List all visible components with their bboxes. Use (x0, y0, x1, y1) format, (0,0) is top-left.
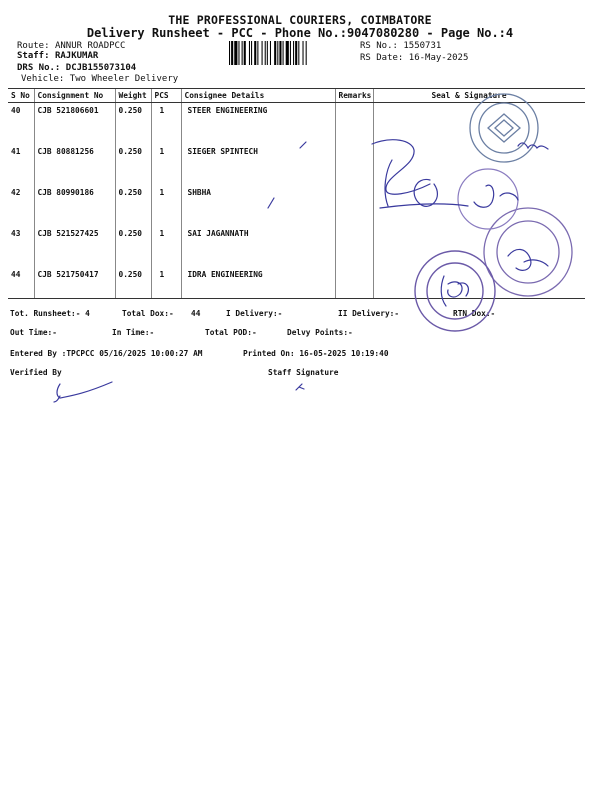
cell-seal (373, 267, 585, 299)
table-row (8, 103, 585, 145)
cell-pcs: 1 (151, 226, 181, 267)
table-row (8, 267, 585, 299)
header-sno: S No (8, 89, 34, 103)
barcode-bar (249, 41, 250, 65)
cell-seal (373, 226, 585, 267)
runsheet-table (8, 88, 585, 299)
cell-seal (373, 103, 585, 145)
cell-consignment: CJB 80881256 (34, 144, 115, 185)
total-dox-value: 44 (191, 309, 201, 318)
cell-sno: 40 (11, 106, 21, 115)
route-value: ANNUR ROADPCC (54, 41, 126, 51)
cell-consignee: STEER ENGINEERING (181, 103, 335, 145)
header-consignee: Consignee Details (181, 89, 335, 103)
cell-seal (373, 185, 585, 226)
barcode-bar (244, 41, 246, 65)
barcode-bar (279, 41, 281, 65)
header-seal: Seal & Signature (373, 89, 585, 103)
cell-consignment: CJB 521527425 (34, 226, 115, 267)
cell-pcs: 1 (151, 103, 181, 145)
ii-delivery: II Delivery:- (338, 309, 400, 318)
cell-weight: 0.250 (115, 267, 151, 299)
barcode-bar (234, 41, 237, 65)
header-consignment: Consignment No (34, 89, 115, 103)
total-dox-label: Total Dox:- (122, 309, 174, 318)
cell-pcs: 1 (151, 185, 181, 226)
route-line (17, 41, 125, 51)
tot-runsheet: Tot. Runsheet:- 4 (10, 309, 90, 318)
barcode-bar (303, 41, 304, 65)
cell-weight: 0.250 (115, 103, 151, 145)
barcode-bar (293, 41, 294, 65)
table-row (8, 226, 585, 267)
delvy-points: Delvy Points:- (287, 328, 353, 337)
cell-weight: 0.250 (115, 144, 151, 185)
rs-date-label: RS Date: (360, 53, 404, 63)
rs-date-line (360, 53, 468, 63)
cell-consignee: SAI JAGANNATH (181, 226, 335, 267)
drs-label: DRS No.: (17, 63, 61, 73)
barcode-bar (306, 41, 307, 65)
rs-date-value: 16-May-2025 (408, 53, 469, 63)
i-delivery: I Delivery:- (226, 309, 283, 318)
route-label: Route: (17, 41, 50, 51)
staff-signature-label: Staff Signature (268, 368, 339, 377)
barcode-bar (242, 41, 243, 65)
cell-sno: 42 (11, 188, 21, 197)
rs-no-line (360, 41, 441, 51)
cell-consignment: CJB 521750417 (34, 267, 115, 299)
barcode-bar (290, 41, 291, 65)
barcode-bar (257, 41, 258, 65)
vehicle-label: Vehicle: (21, 74, 65, 84)
cell-sno: 44 (8, 267, 34, 299)
header-remarks: Remarks (335, 89, 373, 103)
cell-remarks (335, 226, 373, 267)
barcode-bar (262, 41, 263, 65)
vehicle-line (21, 74, 178, 84)
drs-line (17, 63, 136, 73)
runsheet-title: Delivery Runsheet - PCC - Phone No.:9047080280 - Page No.:4 (86, 26, 514, 40)
cell-remarks (335, 185, 373, 226)
barcode-bar (238, 41, 239, 65)
barcode-bar (229, 41, 230, 65)
cell-remarks (335, 144, 373, 185)
barcode-bar (270, 41, 271, 65)
barcode-bar (277, 41, 278, 65)
in-time: In Time:- (112, 328, 155, 337)
barcode-bar (283, 41, 284, 65)
table-header-row (8, 89, 585, 103)
rs-no-value: 1550731 (403, 41, 442, 51)
cell-consignee: IDRA ENGINEERING (181, 267, 335, 299)
table-row (8, 144, 585, 185)
cell-weight: 0.250 (115, 226, 151, 267)
barcode-bar (251, 41, 252, 65)
cell-seal (373, 144, 585, 185)
table-row (8, 185, 585, 226)
company-name: THE PROFESSIONAL COURIERS, COIMBATORE (168, 13, 432, 27)
header-weight: Weight (115, 89, 151, 103)
rtn-dox: RTN Dox:- (453, 309, 496, 318)
cell-consignee: SIEGER SPINTECH (181, 144, 335, 185)
entered-by: Entered By :TPCPCC 05/16/2025 10:00:27 AM (10, 349, 203, 358)
staff-line (17, 51, 98, 61)
cell-consignment: CJB 521806601 (34, 103, 115, 145)
rs-no-label: RS No.: (360, 41, 398, 51)
staff-value: RAJKUMAR (54, 51, 99, 61)
verified-by-label: Verified By (10, 368, 62, 377)
total-pod: Total POD:- (205, 328, 257, 337)
barcode-bar (267, 41, 268, 65)
barcode-bar (286, 41, 289, 65)
cell-weight: 0.250 (115, 185, 151, 226)
printed-on: Printed On: 16-05-2025 10:19:40 (243, 349, 389, 358)
staff-label: Staff: (17, 51, 50, 61)
cell-pcs: 1 (151, 267, 181, 299)
barcode-bar (265, 41, 266, 65)
barcode-bar (295, 41, 297, 65)
cell-remarks (335, 267, 373, 299)
header-pcs: PCS (151, 89, 181, 103)
drs-value: DCJB155073104 (65, 63, 137, 73)
cell-pcs: 1 (151, 144, 181, 185)
vehicle-value: Two Wheeler Delivery (69, 74, 179, 84)
barcode-bar (298, 41, 299, 65)
cell-consignment: CJB 80990186 (34, 185, 115, 226)
cell-consignee: SHBHA (181, 185, 335, 226)
out-time: Out Time:- (10, 328, 57, 337)
cell-remarks (335, 103, 373, 145)
barcode-bar (254, 41, 256, 65)
cell-sno: 41 (11, 147, 21, 156)
barcode (229, 41, 353, 65)
cell-sno: 43 (11, 229, 21, 238)
barcode-bar (231, 41, 233, 65)
barcode-bar (274, 41, 276, 65)
